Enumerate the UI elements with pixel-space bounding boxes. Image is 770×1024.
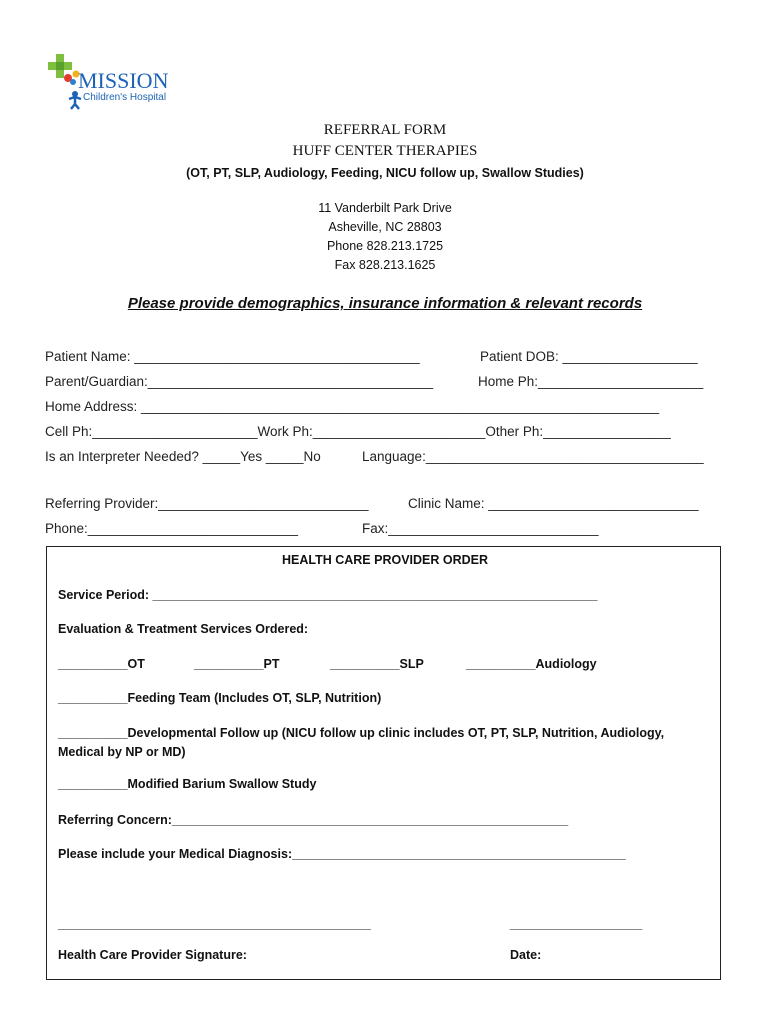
date-line[interactable]: ___________________	[510, 917, 643, 931]
slp-option[interactable]: __________SLP	[330, 657, 424, 671]
pt-option[interactable]: __________PT	[194, 657, 280, 671]
referrer-fax-field[interactable]: Fax:____________________________	[362, 521, 599, 536]
date-label: Date:	[510, 948, 542, 962]
patient-dob-field[interactable]: Patient DOB: __________________	[480, 349, 698, 364]
feeding-team-option[interactable]: __________Feeding Team (Includes OT, SLP, Nutrition)	[58, 691, 382, 705]
developmental-follow-up-continued: Medical by NP or MD)	[58, 745, 186, 759]
interpreter-needed-field[interactable]: Is an Interpreter Needed? _____Yes _____No	[45, 449, 321, 464]
address-line-2: Asheville, NC 28803	[328, 220, 442, 234]
home-address-field[interactable]: Home Address: _____________________________________________________________________	[45, 399, 660, 414]
patient-name-field[interactable]: Patient Name: ______________________________________	[45, 349, 420, 364]
parent-guardian-field[interactable]: Parent/Guardian:______________________________________	[45, 374, 434, 389]
developmental-follow-up-option[interactable]: __________Developmental Follow up (NICU follow up clinic includes OT, PT, SLP, Nutrition, Audiology,	[58, 726, 665, 740]
signature-label: Health Care Provider Signature:	[58, 948, 247, 962]
language-field[interactable]: Language:_____________________________________	[362, 449, 704, 464]
fax-line: Fax 828.213.1625	[334, 258, 436, 272]
address-line-1: 11 Vanderbilt Park Drive	[318, 201, 452, 215]
instruction-heading: Please provide demographics, insurance information & relevant records	[127, 295, 643, 312]
clinic-name-field[interactable]: Clinic Name: ____________________________	[408, 496, 699, 511]
phone-numbers-field[interactable]: Cell Ph:______________________Work Ph:_______________________Other Ph:_________________	[45, 424, 671, 439]
services-list: (OT, PT, SLP, Audiology, Feeding, NICU follow up, Swallow Studies)	[186, 166, 584, 180]
ot-option[interactable]: __________OT	[58, 657, 145, 671]
phone-line: Phone 828.213.1725	[326, 239, 444, 253]
center-title: HUFF CENTER THERAPIES	[292, 143, 478, 159]
referrer-phone-field[interactable]: Phone:____________________________	[45, 521, 299, 536]
mission-childrens-hospital-logo	[48, 52, 178, 110]
evaluation-services-heading: Evaluation & Treatment Services Ordered:	[58, 622, 309, 636]
logo-brand-text: MISSION	[78, 68, 169, 93]
signature-line[interactable]: _____________________________________________	[58, 917, 371, 931]
home-phone-field[interactable]: Home Ph:______________________	[478, 374, 704, 389]
audiology-option[interactable]: __________Audiology	[466, 657, 597, 671]
logo-sub-text: Children's Hospital	[83, 92, 167, 103]
medical-diagnosis-field[interactable]: Please include your Medical Diagnosis:________________________________________________	[58, 847, 626, 861]
referring-concern-field[interactable]: Referring Concern:_________________________________________________________	[58, 813, 569, 827]
barium-swallow-option[interactable]: __________Modified Barium Swallow Study	[58, 777, 317, 791]
referring-provider-field[interactable]: Referring Provider:____________________________	[45, 496, 369, 511]
order-heading: HEALTH CARE PROVIDER ORDER	[281, 553, 489, 567]
service-period-field[interactable]: Service Period: ________________________________________________________________	[58, 588, 598, 602]
form-title: REFERRAL FORM	[323, 122, 447, 138]
logo-mark-icon	[48, 52, 82, 110]
health-care-provider-order-box	[46, 546, 721, 980]
